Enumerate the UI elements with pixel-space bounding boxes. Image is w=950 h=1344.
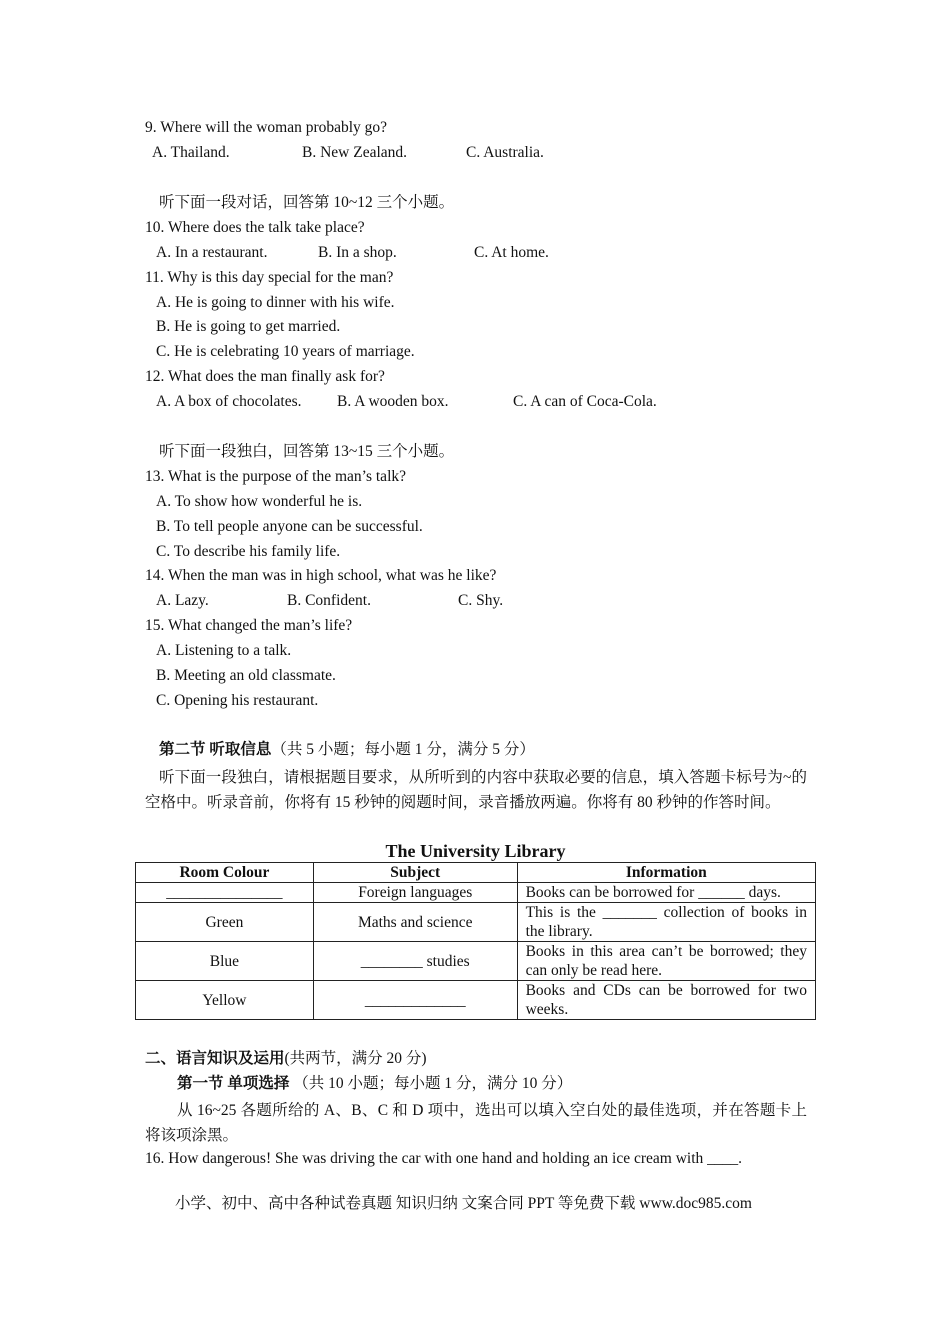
- q15-option-a: A. Listening to a talk.: [156, 642, 292, 659]
- q10-option-a: A. In a restaurant.: [156, 244, 268, 261]
- q11-stem: 11. Why is this day special for the man?: [145, 269, 394, 286]
- table-row: [136, 981, 816, 1020]
- q13-option-a: A. To show how wonderful he is.: [156, 493, 363, 510]
- q14-option-b: B. Confident.: [287, 592, 371, 609]
- q10-option-c: C. At home.: [474, 244, 549, 261]
- q15-option-b: B. Meeting an old classmate.: [156, 667, 336, 684]
- q12-stem: 12. What does the man finally ask for?: [145, 368, 385, 385]
- q14-stem: 14. When the man was in high school, what was he like?: [145, 567, 497, 584]
- information-cell: Books in this area can’t be borrowed; they can only be read here.: [517, 942, 815, 981]
- table-header-row: [136, 863, 816, 883]
- part2-sub-title: 第一节 单项选择: [177, 1075, 290, 1092]
- part2-sub-scoring: （共 10 小题；每小题 1 分，满分 10 分）: [289, 1075, 573, 1092]
- q11-option-a: A. He is going to dinner with his wife.: [156, 294, 395, 311]
- q13-stem: 13. What is the purpose of the man’s talk?: [145, 468, 407, 485]
- section2-instructions: 听下面一段独白，请根据题目要求，从所听到的内容中获取必要的信息，填入答题卡标号为~的空格中。听录音前，你将有 15 秒钟的阅题时间，录音播放两遍。你将有 80 秒钟的作答时间。: [145, 769, 807, 811]
- header-information: Information: [517, 863, 815, 883]
- q15-stem: 15. What changed the man’s life?: [145, 617, 353, 634]
- section2-title: 第二节 听取信息: [159, 741, 272, 758]
- room-colour-cell: Yellow: [136, 981, 314, 1020]
- part2-title: 二、语言知识及运用: [145, 1050, 285, 1067]
- q14-option-a: A. Lazy.: [156, 592, 209, 609]
- information-cell: Books can be borrowed for ______ days.: [517, 883, 815, 903]
- intro-10-12: 听下面一段对话，回答第 10~12 三个小题。: [159, 194, 455, 211]
- part2-heading: [145, 1049, 427, 1069]
- subject-cell: ________ studies: [313, 942, 517, 981]
- information-cell: This is the _______ collection of books in the library.: [517, 903, 815, 942]
- library-table: [135, 862, 816, 1020]
- q11-option-c: C. He is celebrating 10 years of marriage.: [156, 343, 415, 360]
- intro-13-15: 听下面一段独白，回答第 13~15 三个小题。: [159, 443, 455, 460]
- room-colour-cell: Blue: [136, 942, 314, 981]
- q9-stem: 9. Where will the woman probably go?: [145, 119, 388, 136]
- room-colour-cell: _______________: [136, 883, 314, 903]
- header-room-colour: Room Colour: [136, 863, 314, 883]
- header-subject: Subject: [313, 863, 517, 883]
- q12-option-c: C. A can of Coca-Cola.: [513, 393, 657, 410]
- library-title: The University Library: [385, 841, 566, 861]
- q9-option-b: B. New Zealand.: [302, 144, 408, 161]
- part2-scoring: (共两节，满分 20 分): [284, 1050, 427, 1067]
- q9-option-c: C. Australia.: [466, 144, 544, 161]
- subject-cell: Maths and science: [313, 903, 517, 942]
- q15-option-c: C. Opening his restaurant.: [156, 692, 319, 709]
- page-footer: 小学、初中、高中各种试卷真题 知识归纳 文案合同 PPT 等免费下载 www.doc985.com: [175, 1195, 752, 1212]
- q12-option-a: A. A box of chocolates.: [156, 393, 302, 410]
- q16-stem: 16. How dangerous! She was driving the car with one hand and holding an ice cream with ____.: [145, 1150, 743, 1167]
- subject-cell: Foreign languages: [313, 883, 517, 903]
- section2-scoring: （共 5 小题；每小题 1 分，满分 5 分）: [271, 741, 535, 758]
- q13-option-c: C. To describe his family life.: [156, 543, 341, 560]
- q11-option-b: B. He is going to get married.: [156, 318, 341, 335]
- section2-heading: [159, 740, 535, 760]
- q10-stem: 10. Where does the talk take place?: [145, 219, 365, 236]
- q10-option-b: B. In a shop.: [318, 244, 397, 261]
- room-colour-cell: Green: [136, 903, 314, 942]
- part2-instructions: 从 16~25 各题所给的 A、B、C 和 D 项中，选出可以填入空白处的最佳选项，并在答题卡上将该项涂黑。: [145, 1102, 807, 1144]
- q14-option-c: C. Shy.: [458, 592, 504, 609]
- information-cell: Books and CDs can be borrowed for two weeks.: [517, 981, 815, 1020]
- q12-option-b: B. A wooden box.: [337, 393, 449, 410]
- q13-option-b: B. To tell people anyone can be successful.: [156, 518, 423, 535]
- table-row: [136, 903, 816, 942]
- q9-option-a: A. Thailand.: [152, 144, 230, 161]
- table-row: [136, 942, 816, 981]
- table-row: [136, 883, 816, 903]
- subject-cell: _____________: [313, 981, 517, 1020]
- part2-subheading: [177, 1074, 572, 1094]
